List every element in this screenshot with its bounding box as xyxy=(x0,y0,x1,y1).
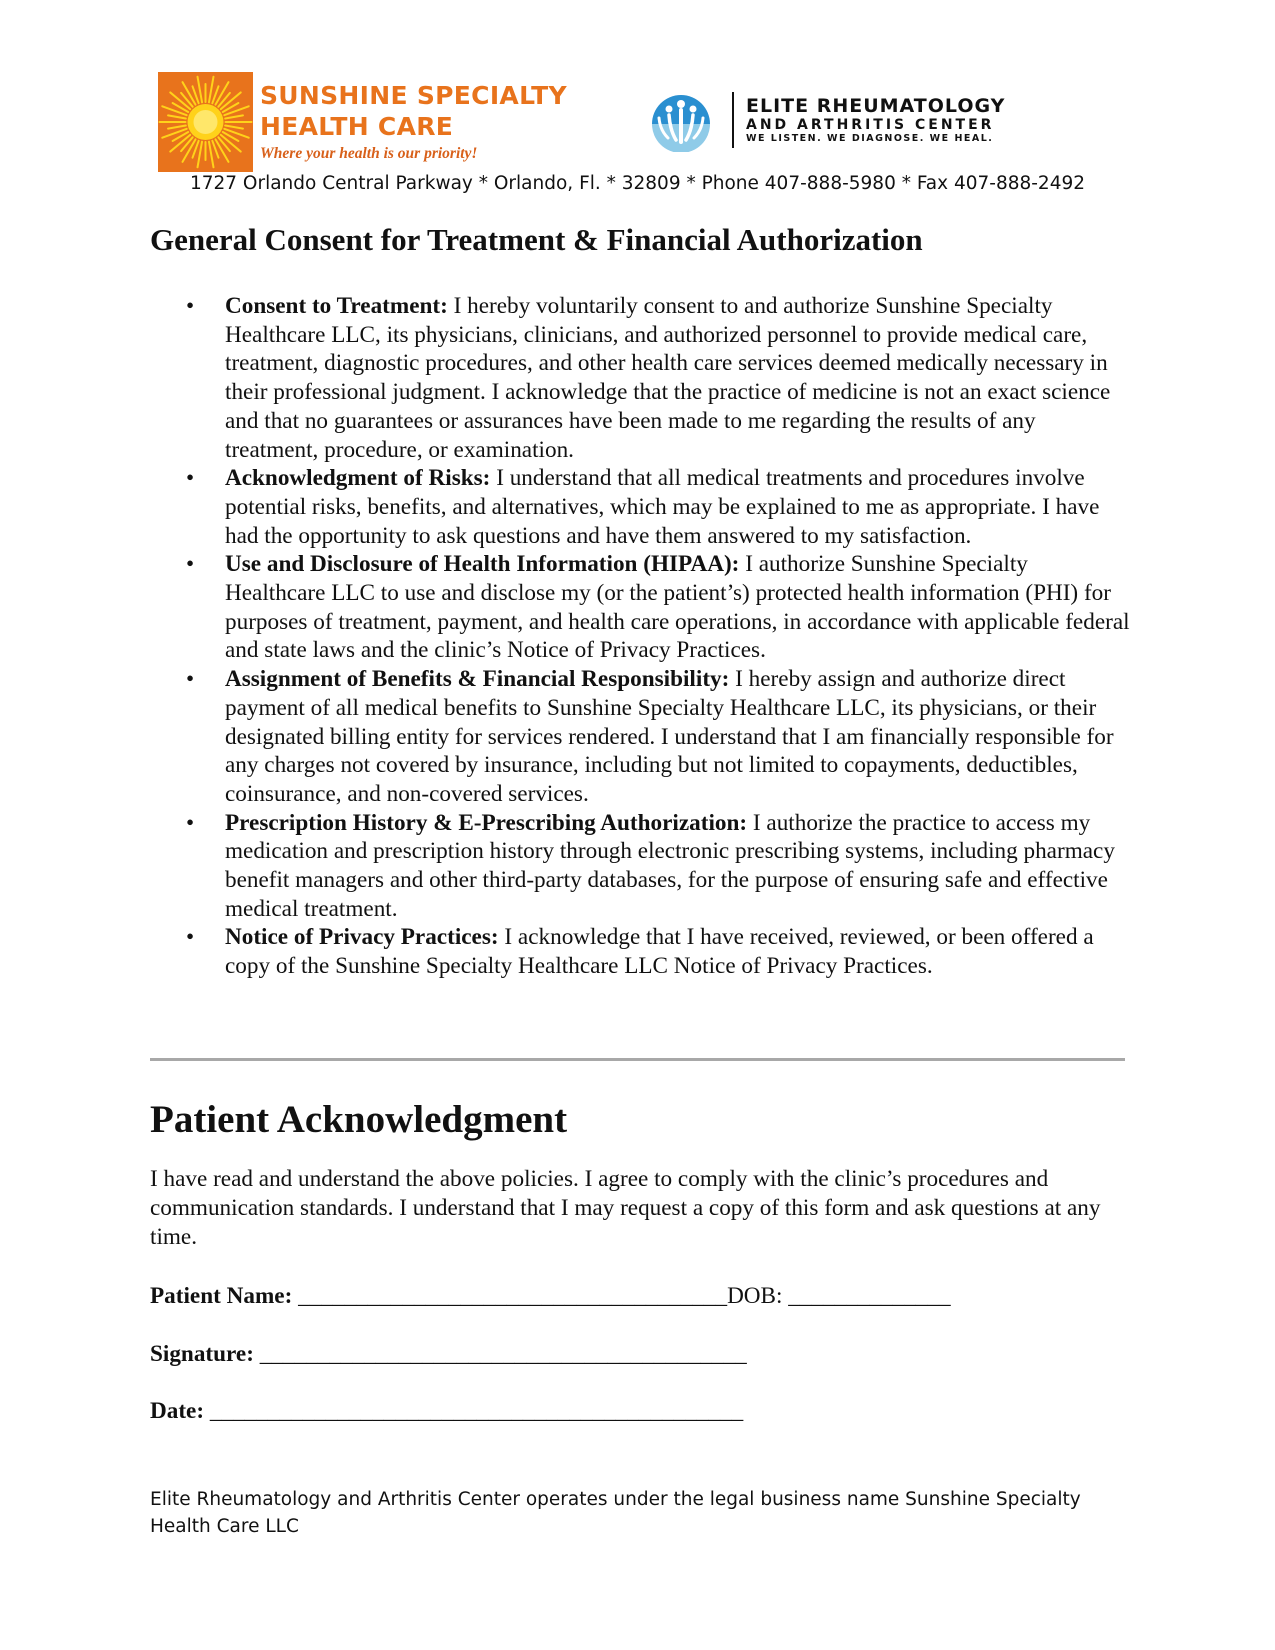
consent-item-risks xyxy=(150,464,1130,550)
patient-name-label: Patient Name: xyxy=(150,1283,293,1309)
item-body: I authorize the practice to access my medication and prescription history through electronic prescribing systems, including pharmacy benefit managers and other third-party databases, for the purpose of ensuring safe and effective medical treatment. xyxy=(225,809,1115,922)
sunshine-tagline: Where your health is our priority! xyxy=(260,145,478,162)
date-row xyxy=(150,1398,743,1425)
dob-label: DOB: xyxy=(727,1283,783,1309)
item-heading: Notice of Privacy Practices: xyxy=(225,924,499,951)
item-heading: Assignment of Benefits & Financial Responsibility: xyxy=(225,666,730,693)
sunshine-brand xyxy=(260,80,567,163)
item-heading: Consent to Treatment: xyxy=(225,293,448,319)
clinic-address: 1727 Orlando Central Parkway * Orlando, Fl. * 32809 * Phone 407-888-5980 * Fax 407-888-2492 xyxy=(189,173,1086,194)
footer-note: Elite Rheumatology and Arthritis Center operates under the legal business name Sunshine Specialty Health Care LLC xyxy=(150,1489,1081,1537)
item-body: I authorize Sunshine Specialty Healthcare LLC to use and disclose my (or the patient’s) protected health information (PHI) for purposes of treatment, payment, and health care operations, in accordance with applicable federal and state laws and the clinic’s Notice of Privacy Practices. xyxy=(225,551,1130,664)
item-heading: Use and Disclosure of Health Information (HIPAA): xyxy=(225,551,740,578)
consent-item-hipaa xyxy=(150,550,1130,665)
consent-item-treatment xyxy=(150,292,1130,464)
dob-field[interactable]: ______________ xyxy=(788,1283,951,1309)
bullet: • xyxy=(186,809,195,836)
elite-name-line1: ELITE RHEUMATOLOGY xyxy=(746,95,1006,117)
patient-name-field[interactable]: _____________________________________ xyxy=(298,1283,728,1309)
item-heading: Prescription History & E-Prescribing Authorization: xyxy=(225,809,748,836)
elite-name-line2: AND ARTHRITIS CENTER xyxy=(746,117,995,133)
bullet: • xyxy=(186,924,195,951)
elite-brand xyxy=(746,95,1005,145)
letterhead xyxy=(158,72,1058,172)
people-circle-logo-icon xyxy=(646,90,716,152)
logo-divider xyxy=(732,92,734,148)
section-divider xyxy=(150,1058,1125,1061)
consent-item-eprescribing xyxy=(150,809,1130,924)
elite-tagline: WE LISTEN. WE DIAGNOSE. WE HEAL. xyxy=(746,133,994,144)
patient-name-row xyxy=(150,1283,951,1310)
date-label: Date: xyxy=(150,1398,205,1424)
sunshine-name-line2: HEALTH CARE xyxy=(260,112,454,141)
item-heading: Acknowledgment of Risks: xyxy=(225,465,491,492)
item-body: I acknowledge that I have received, reviewed, or been offered a copy of the Sunshine Specialty Healthcare LLC Notice of Privacy Practices. xyxy=(225,924,1094,980)
signature-field[interactable]: __________________________________________ xyxy=(259,1341,747,1367)
signature-row xyxy=(150,1341,747,1368)
date-field[interactable]: ______________________________________________ xyxy=(209,1398,744,1424)
consent-item-benefits xyxy=(150,665,1130,809)
bullet: • xyxy=(186,465,195,492)
bullet: • xyxy=(186,293,195,319)
consent-list xyxy=(150,292,1130,981)
bullet: • xyxy=(186,666,195,693)
sunshine-name-line1: SUNSHINE SPECIALTY xyxy=(260,81,567,110)
signature-label: Signature: xyxy=(150,1341,254,1367)
acknowledgment-title: Patient Acknowledgment xyxy=(150,1098,568,1141)
item-body: I understand that all medical treatments and procedures involve potential risks, benefits, and alternatives, which may be explained to me as appropriate. I have had the opportunity to ask questions and have them answered to my satisfaction. xyxy=(225,465,1100,549)
sunburst-logo-icon xyxy=(158,72,253,172)
consent-item-privacy xyxy=(150,923,1130,980)
item-body: I hereby assign and authorize direct payment of all medical benefits to Sunshine Specialty Healthcare LLC, its physicians, or their designated billing entity for services rendered. I understand that I am financially responsible for any charges not covered by insurance, including but not limited to copayments, deductibles, coinsurance, and non-covered services. xyxy=(225,666,1114,807)
consent-title: General Consent for Treatment & Financial Authorization xyxy=(150,222,923,257)
acknowledgment-text: I have read and understand the above policies. I agree to comply with the clinic’s procedures and communication standards. I understand that I may request a copy of this form and ask questions at any time. xyxy=(150,1166,1101,1250)
item-body: I hereby voluntarily consent to and authorize Sunshine Specialty Healthcare LLC, its physicians, clinicians, and authorized personnel to provide medical care, treatment, diagnostic procedures, and other health care services deemed medically necessary in their professional judgment. I acknowledge that the practice of medicine is not an exact science and that no guarantees or assurances have been made to me regarding the results of any treatment, procedure, or examination. xyxy=(225,293,1111,463)
bullet: • xyxy=(186,551,195,578)
